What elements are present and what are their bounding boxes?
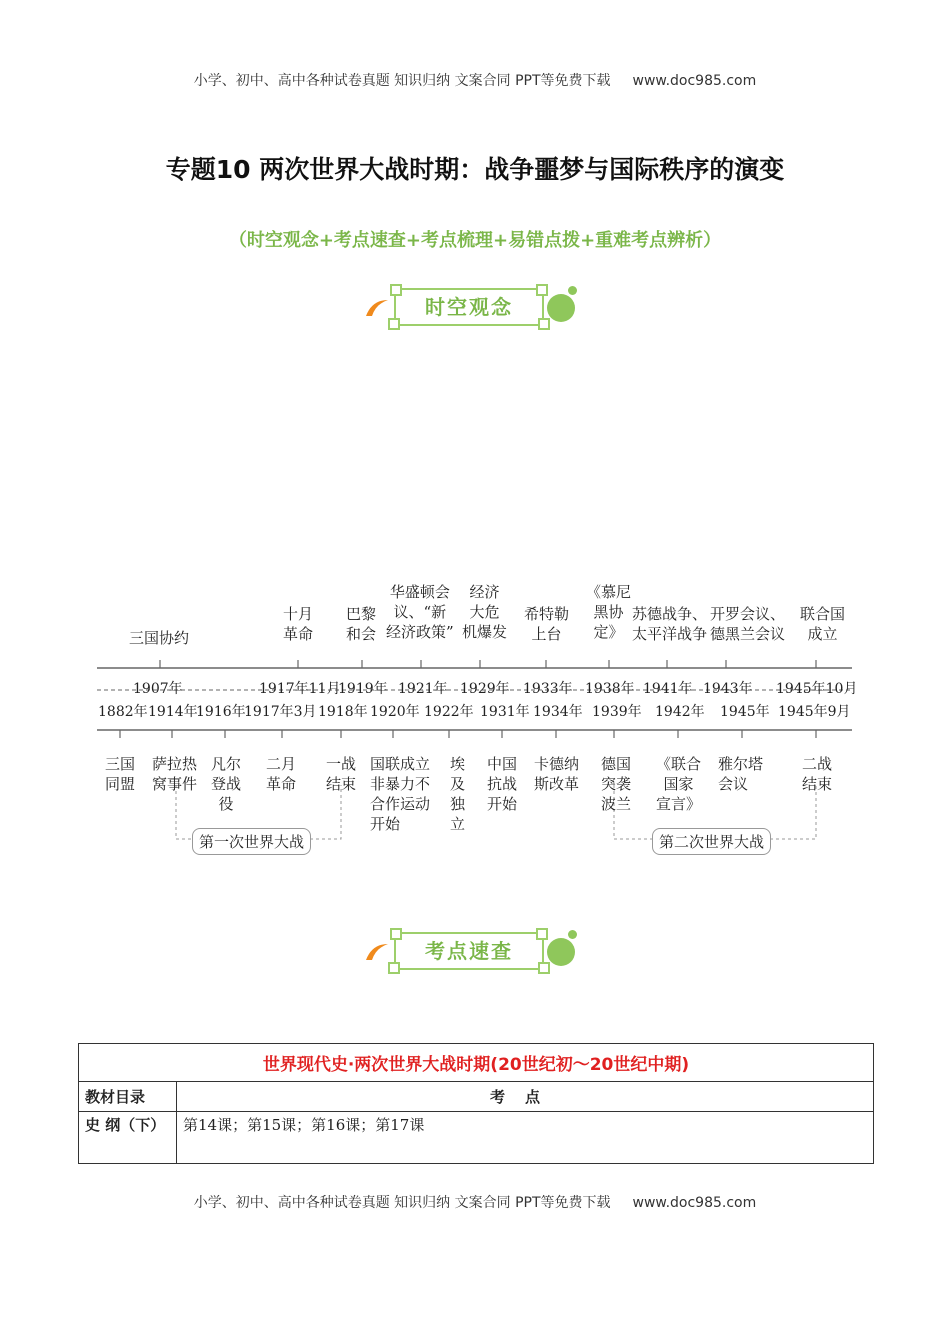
timeline-year: 1939年 <box>592 704 642 720</box>
swoosh-icon <box>364 296 390 318</box>
timeline-event: 十月 革命 <box>283 605 314 643</box>
timeline-event: 希特勒 上台 <box>524 605 570 643</box>
table-row <box>79 1082 874 1112</box>
timeline-year: 1907年 <box>133 681 183 697</box>
table-heading: 世界现代史·两次世界大战时期(20世纪初～20世纪中期) <box>79 1044 874 1082</box>
timeline-year: 1917年3月 <box>244 704 317 720</box>
section-badge-spacetime <box>364 284 584 334</box>
timeline-event: 一战 结束 <box>326 755 357 793</box>
circle-icon <box>547 294 575 322</box>
timeline-event: 中国 抗战 开始 <box>487 755 518 813</box>
page-subtitle: （时空观念+考点速查+考点梳理+易错点拨+重难考点辨析） <box>228 230 722 251</box>
timeline-year: 1945年9月 <box>778 704 851 720</box>
table-row <box>79 1112 874 1164</box>
timeline-year: 1918年 <box>318 704 368 720</box>
timeline-year: 1942年 <box>655 704 705 720</box>
timeline-event: 开罗会议、 德黑兰会议 <box>710 605 786 643</box>
timeline-year: 1921年 <box>398 681 448 697</box>
timeline-event: 卡德纳 斯改革 <box>534 755 580 793</box>
timeline-lower-ticks <box>120 730 816 738</box>
badge-corner <box>538 318 550 330</box>
timeline-year: 1938年 <box>585 681 635 697</box>
circle-icon <box>547 938 575 966</box>
ww2-label: 第二次世界大战 <box>652 828 771 855</box>
timeline-year: 1919年 <box>338 681 388 697</box>
timeline-event: 凡尔 登战 役 <box>211 755 242 813</box>
timeline-event: 经济 大危 机爆发 <box>462 583 508 641</box>
timeline-event: 二月 革命 <box>266 755 297 793</box>
badge-corner <box>388 318 400 330</box>
timeline-year: 1934年 <box>533 704 583 720</box>
timeline-event: 德国 突袭 波兰 <box>601 755 632 813</box>
page-title: 专题10 两次世界大战时期：战争噩梦与国际秩序的演变 <box>165 155 785 184</box>
ww1-label: 第一次世界大战 <box>192 828 311 855</box>
syllabus-table <box>78 1043 874 1164</box>
timeline-year: 1914年 <box>148 704 198 720</box>
timeline-event: 华盛顿会 议、“新 经济政策” <box>386 583 454 641</box>
timeline-event: 苏德战争、 太平洋战争 <box>632 605 708 643</box>
page-footer <box>0 1192 950 1212</box>
timeline-year: 1917年11月 <box>259 681 341 697</box>
timeline-event: 雅尔塔 会议 <box>718 755 764 793</box>
table-header-cell: 教材目录 <box>79 1082 177 1112</box>
timeline-year: 1920年 <box>370 704 420 720</box>
timeline-year: 1931年 <box>480 704 530 720</box>
header-url[interactable]: www.doc985.com <box>632 73 757 89</box>
footer-url[interactable]: www.doc985.com <box>632 1195 757 1211</box>
timeline-event: 萨拉热 窝事件 <box>152 755 198 793</box>
badge-corner <box>538 962 550 974</box>
timeline-event: 三国协约 <box>129 629 190 647</box>
timeline-year: 1945年10月 <box>776 681 858 697</box>
timeline-event: 巴黎 和会 <box>346 605 377 643</box>
timeline-event: 埃 及 独 立 <box>450 755 466 833</box>
timeline-year: 1933年 <box>523 681 573 697</box>
dot-icon <box>568 930 577 939</box>
header-text: 小学、初中、高中各种试卷真题 知识归纳 文案合同 PPT等免费下载 <box>193 73 611 89</box>
timeline-year: 1945年 <box>720 704 770 720</box>
table-row <box>79 1044 874 1082</box>
timeline-year: 1943年 <box>703 681 753 697</box>
table-cell: 史 纲（下） <box>79 1112 177 1164</box>
table-cell: 第14课；第15课；第16课；第17课 <box>177 1112 874 1164</box>
footer-text: 小学、初中、高中各种试卷真题 知识归纳 文案合同 PPT等免费下载 <box>193 1195 611 1211</box>
timeline-year: 1929年 <box>460 681 510 697</box>
timeline-upper-ticks <box>160 660 816 668</box>
timeline-year: 1922年 <box>424 704 474 720</box>
timeline-year: 1882年 <box>98 704 148 720</box>
badge-corner <box>388 962 400 974</box>
table-header-cell: 考点 <box>177 1082 874 1112</box>
swoosh-icon <box>364 940 390 962</box>
timeline-event: 联合国 成立 <box>800 605 846 643</box>
timeline-event: 《慕尼 黑协 定》 <box>586 583 632 641</box>
timeline-year: 1916年 <box>196 704 246 720</box>
badge-label: 考点速查 <box>394 932 544 970</box>
page-header <box>0 70 950 90</box>
timeline-event: 三国 同盟 <box>105 755 136 793</box>
timeline-event: 二战 结束 <box>802 755 833 793</box>
section-badge-quickcheck <box>364 928 584 978</box>
timeline-event: 《联合 国家 宣言》 <box>656 755 702 813</box>
timeline-event: 国联成立 非暴力不 合作运动 开始 <box>370 755 431 833</box>
badge-label: 时空观念 <box>394 288 544 326</box>
dot-icon <box>568 286 577 295</box>
timeline-year: 1941年 <box>643 681 693 697</box>
